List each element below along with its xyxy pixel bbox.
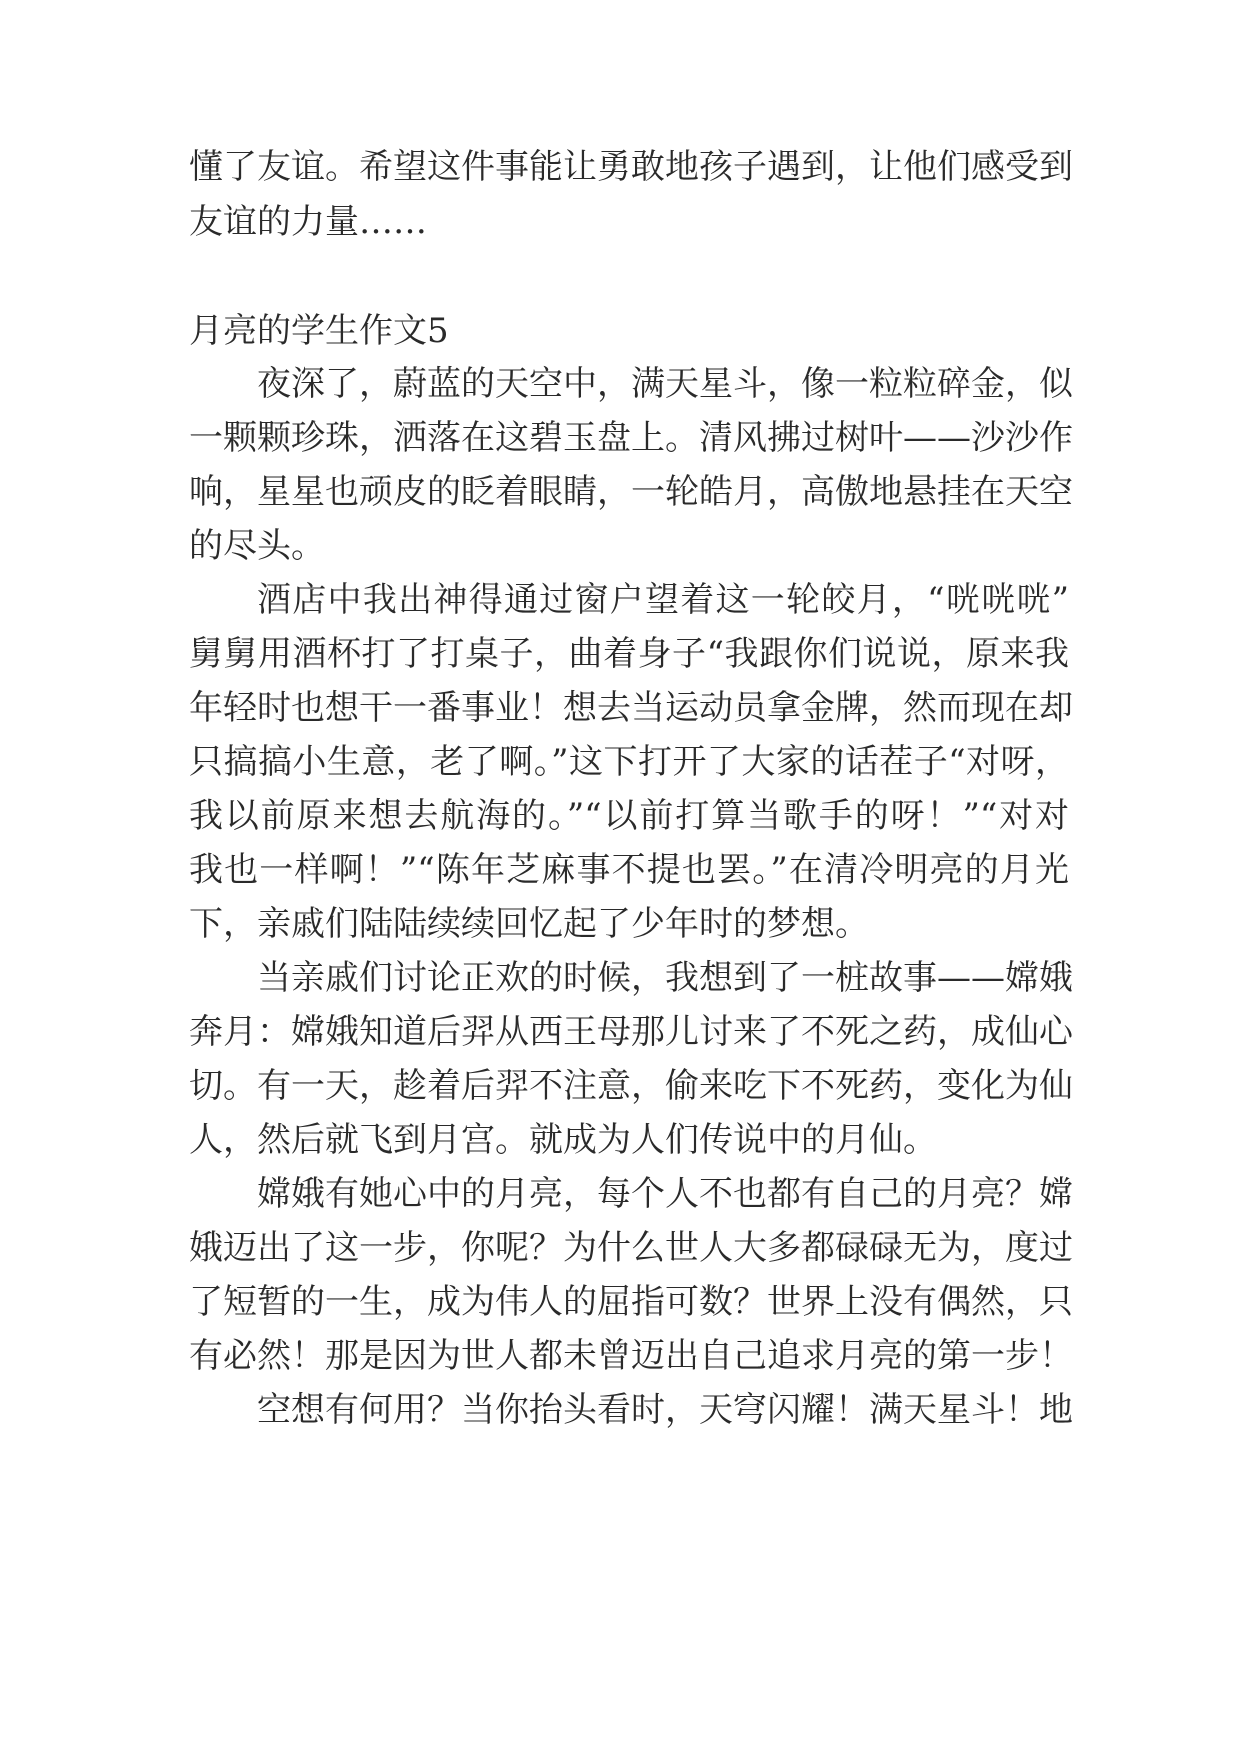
text-line: 的尽头。 xyxy=(189,526,325,566)
text-line: 友谊的力量…… xyxy=(189,202,427,242)
text-line: 我以前原来想去航海的。”“以前打算当歌手的呀！”“对对 xyxy=(189,796,1069,836)
paragraph-first-line: 夜深了，蔚蓝的天空中，满天星斗，像一粒粒碎金，似 xyxy=(257,364,1073,404)
text-line: 有必然！那是因为世人都未曾迈出自己追求月亮的第一步！ xyxy=(189,1336,1073,1376)
text-line: 懂了友谊。希望这件事能让勇敢地孩子遇到，让他们感受到 xyxy=(189,147,1073,187)
paragraph-first-line: 酒店中我出神得通过窗户望着这一轮皎月，“咣咣咣” xyxy=(257,580,1069,620)
text-line: 了短暂的一生，成为伟人的屈指可数？世界上没有偶然，只 xyxy=(189,1282,1073,1322)
paragraph-first-line: 当亲戚们讨论正欢的时候，我想到了一桩故事——嫦娥 xyxy=(257,958,1073,998)
text-line: 年轻时也想干一番事业！想去当运动员拿金牌，然而现在却 xyxy=(189,688,1073,728)
text-line: 下，亲戚们陆陆续续回忆起了少年时的梦想。 xyxy=(189,904,869,944)
text-line: 切。有一天，趁着后羿不注意，偷来吃下不死药，变化为仙 xyxy=(189,1066,1073,1106)
paragraph-first-line: 嫦娥有她心中的月亮，每个人不也都有自己的月亮？嫦 xyxy=(257,1174,1073,1214)
text-line: 只搞搞小生意，老了啊。”这下打开了大家的话茬子“对呀， xyxy=(189,742,1069,782)
paragraph-first-line: 空想有何用？当你抬头看时，天穹闪耀！满天星斗！地 xyxy=(257,1390,1073,1430)
text-line: 舅舅用酒杯打了打桌子，曲着身子“我跟你们说说，原来我 xyxy=(189,634,1069,674)
text-line: 响，星星也顽皮的眨着眼睛，一轮皓月，高傲地悬挂在天空 xyxy=(189,472,1073,512)
essay-heading: 月亮的学生作文5 xyxy=(189,311,449,351)
text-line: 我也一样啊！”“陈年芝麻事不提也罢。”在清冷明亮的月光 xyxy=(189,850,1069,890)
text-line: 一颗颗珍珠，洒落在这碧玉盘上。清风拂过树叶——沙沙作 xyxy=(189,418,1073,458)
text-line: 人，然后就飞到月宫。就成为人们传说中的月仙。 xyxy=(189,1120,937,1160)
text-line: 娥迈出了这一步，你呢？为什么世人大多都碌碌无为，度过 xyxy=(189,1228,1073,1268)
text-line: 奔月：嫦娥知道后羿从西王母那儿讨来了不死之药，成仙心 xyxy=(189,1012,1073,1052)
